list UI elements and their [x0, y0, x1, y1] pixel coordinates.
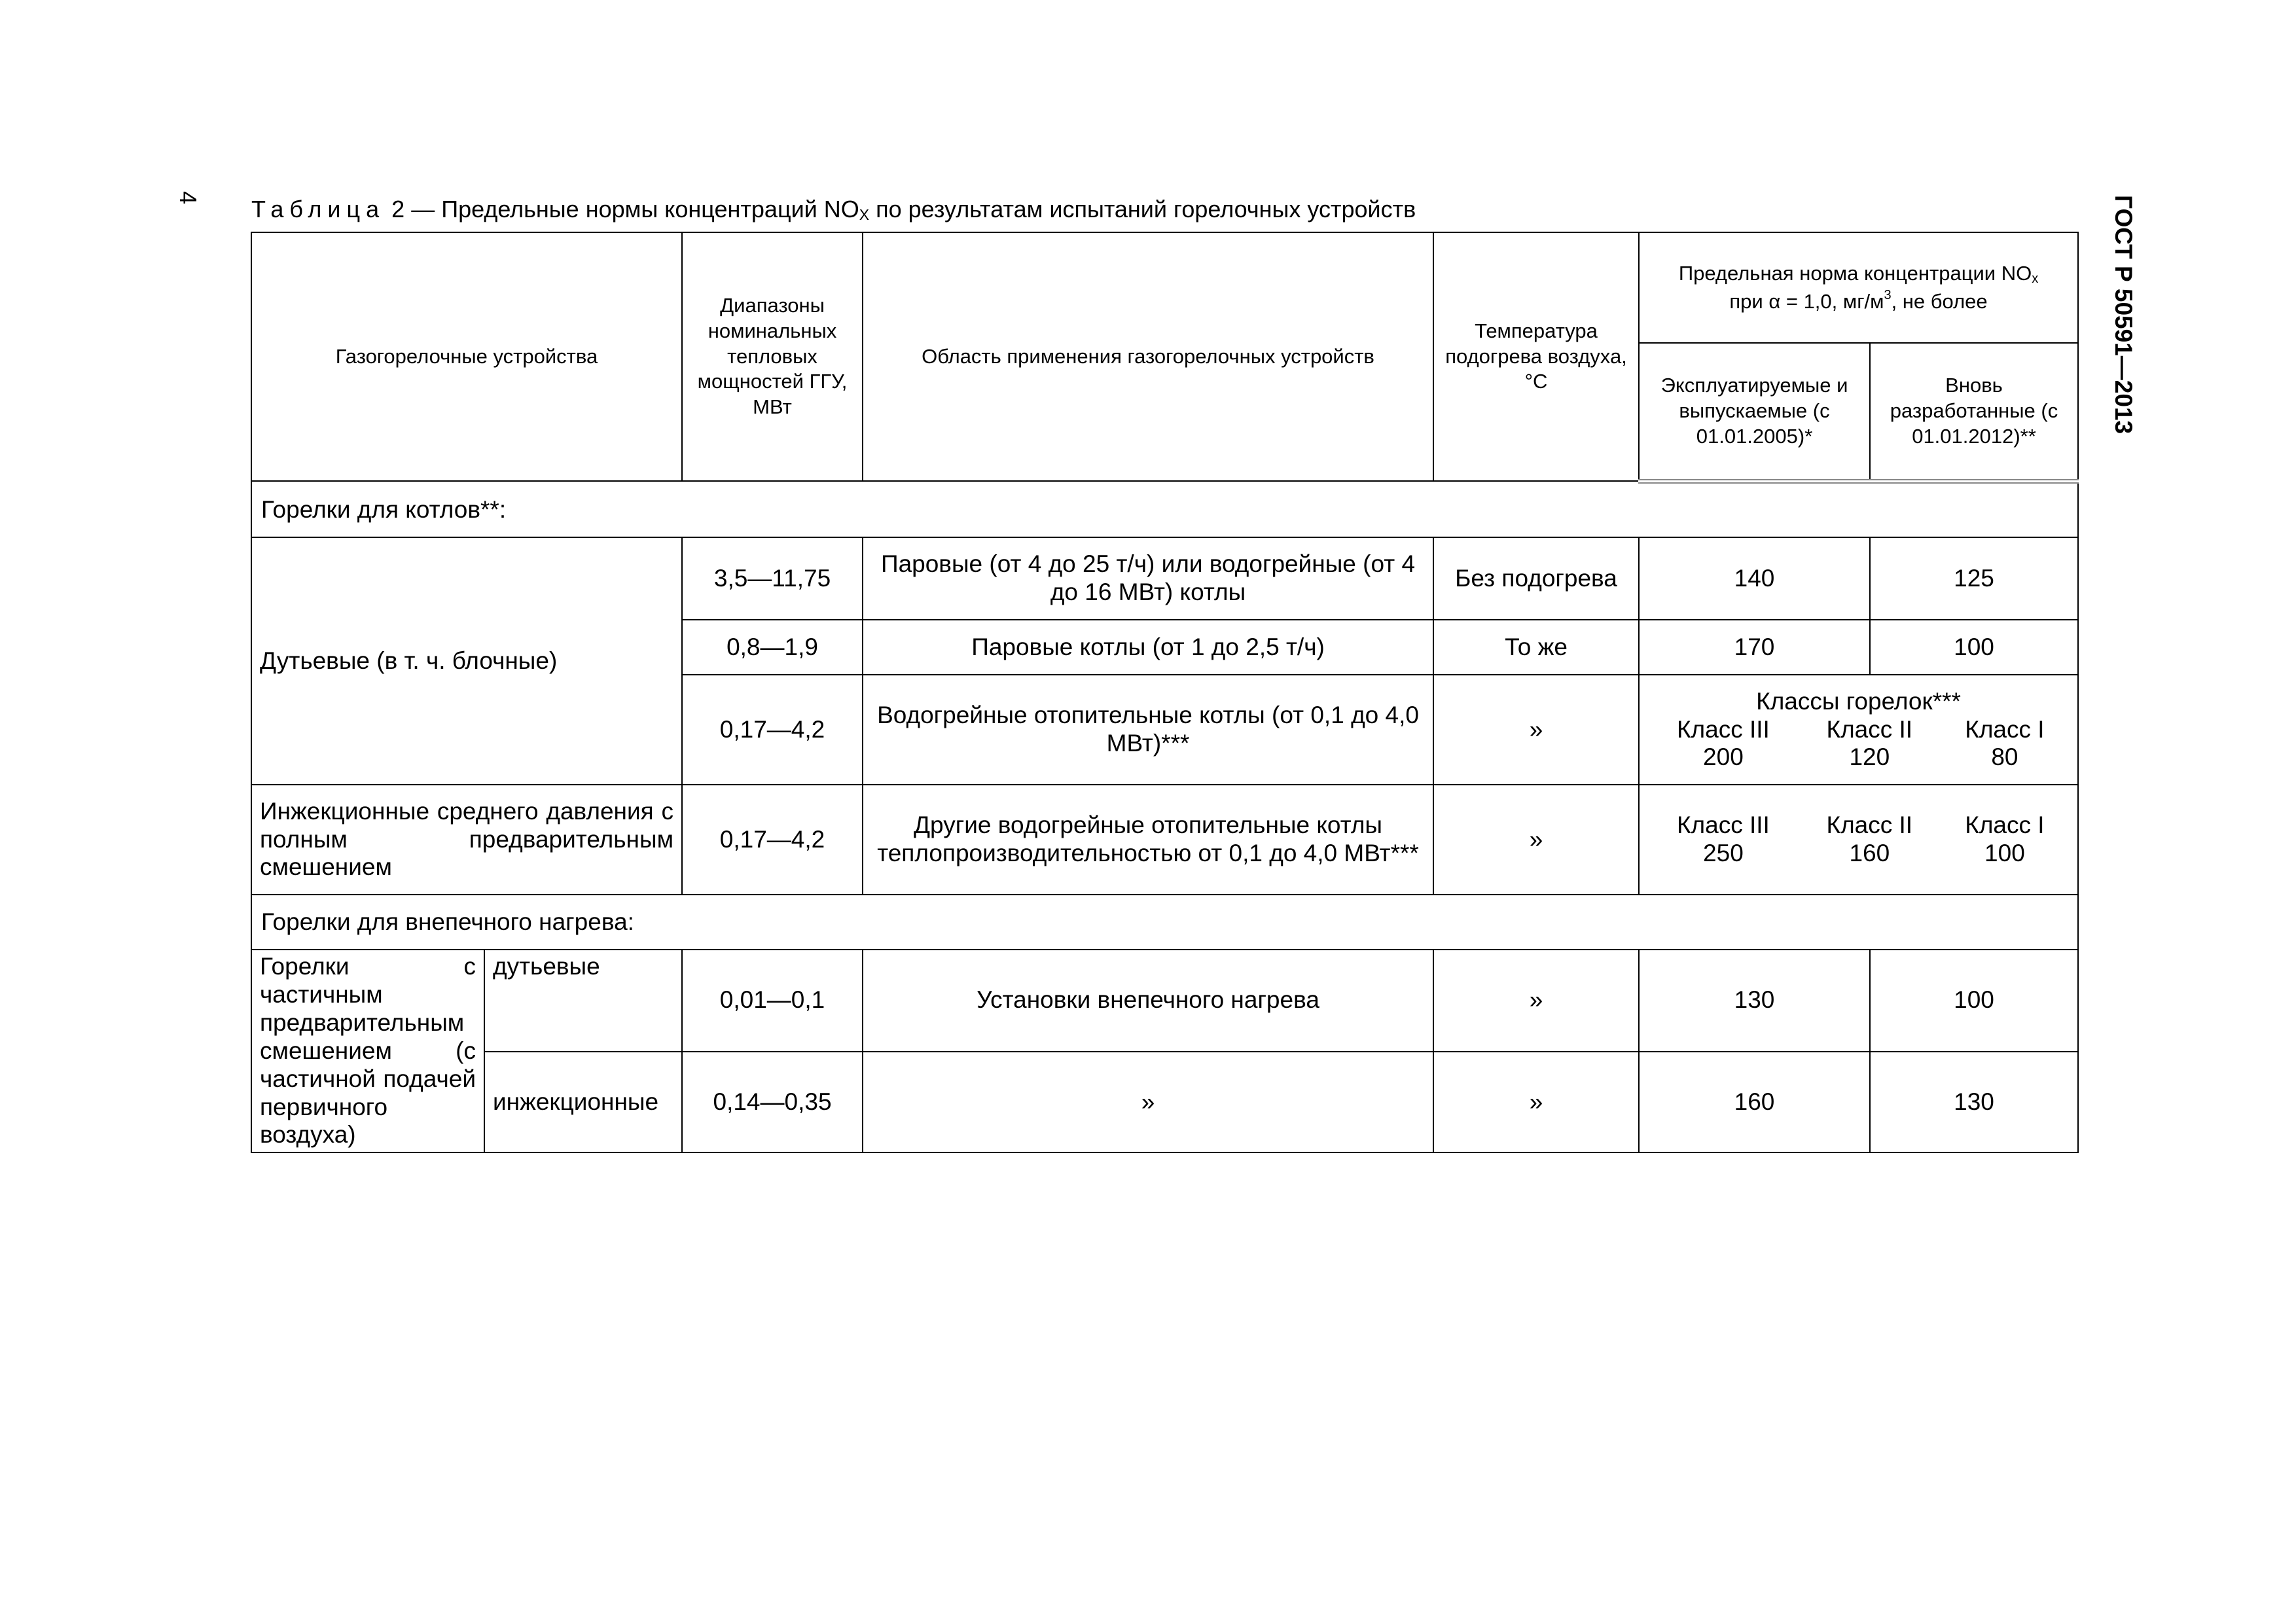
cell-new: 125	[1870, 537, 2078, 620]
header-devices: Газогорелочные устройства	[251, 232, 682, 481]
header-limit-line2-end: , не более	[1891, 289, 1988, 313]
cell-subtype: инжекционные	[484, 1052, 682, 1153]
header-power: Диапазоны номинальных тепловых мощностей ГГУ, МВт	[682, 232, 863, 481]
header-area: Область применения газогорелочных устройств	[863, 232, 1433, 481]
header-limit-line1: Предельная норма концентрации NO	[1678, 261, 2032, 285]
cell-power: 0,14—0,35	[682, 1052, 863, 1153]
caption-text-after: по результатам испытаний горелочных устройств	[869, 196, 1416, 223]
cell-existing: 130	[1639, 950, 1870, 1052]
cell-power: 0,8—1,9	[682, 620, 863, 675]
device-blast: Дутьевые (в т. ч. блочные)	[251, 537, 682, 785]
device-injection: Инжекционные среднего давления с полным предварительным смешением	[251, 785, 682, 895]
header-limit-sup: 3	[1884, 287, 1892, 302]
cell-power: 0,17—4,2	[682, 675, 863, 785]
cell-temp: То же	[1433, 620, 1639, 675]
caption-text: 2 — Предельные нормы концентраций NO	[391, 196, 859, 223]
header-temperature: Температура подогрева воздуха, °C	[1433, 232, 1639, 481]
cell-temp: »	[1433, 785, 1639, 895]
class-name: Класс II	[1826, 715, 1913, 743]
cell-power: 0,17—4,2	[682, 785, 863, 895]
caption-sub: X	[859, 206, 870, 223]
section-row	[251, 481, 2078, 537]
class-value: 200	[1703, 743, 1744, 771]
cell-classes	[1639, 675, 2078, 785]
cell-existing: 160	[1639, 1052, 1870, 1153]
section-row	[251, 895, 2078, 950]
cell-new: 130	[1870, 1052, 2078, 1153]
header-existing: Эксплуатируемые и выпускаемые (с 01.01.2005)*	[1639, 343, 1870, 481]
device-partial: Горелки с частичным предварительным смешением (с частичной подачей первичного воздуха)	[251, 950, 484, 1152]
cell-area: »	[863, 1052, 1433, 1153]
cell-subtype: дутьевые	[484, 950, 682, 1052]
caption-label: Таблица	[251, 196, 386, 223]
header-limit	[1639, 232, 2078, 343]
header-limit-sub: x	[2032, 271, 2039, 286]
class-name: Класс I	[1965, 715, 2045, 743]
cell-temp: »	[1433, 1052, 1639, 1153]
cell-power: 3,5—11,75	[682, 537, 863, 620]
table-row	[251, 950, 2078, 1052]
header-new: Вновь разработанные (с 01.01.2012)**	[1870, 343, 2078, 481]
table-caption	[251, 196, 1416, 224]
classes-grid	[1647, 812, 2070, 868]
class-name: Класс III	[1676, 715, 1770, 743]
class-name: Класс II	[1826, 812, 1913, 839]
cell-area: Водогрейные отопительные котлы (от 0,1 до 4,0 МВт)***	[863, 675, 1433, 785]
cell-area: Паровые котлы (от 1 до 2,5 т/ч)	[863, 620, 1433, 675]
class-name: Класс I	[1965, 812, 2045, 839]
table-row	[251, 537, 2078, 620]
class-value: 100	[1984, 840, 2025, 866]
cell-area: Паровые (от 4 до 25 т/ч) или водогрейные (от 4 до 16 МВт) котлы	[863, 537, 1433, 620]
cell-area: Другие водогрейные отопительные котлы теплопроизводительностью от 0,1 до 4,0 МВт***	[863, 785, 1433, 895]
cell-power: 0,01—0,1	[682, 950, 863, 1052]
table-row	[251, 1052, 2078, 1153]
cell-temp: »	[1433, 675, 1639, 785]
cell-area: Установки внепечного нагрева	[863, 950, 1433, 1052]
page-number: 4	[175, 191, 202, 205]
norms-table	[251, 232, 2079, 1153]
class-value: 120	[1849, 743, 1890, 771]
classes-grid	[1647, 716, 2070, 772]
classes-title: Классы горелок***	[1756, 687, 1961, 715]
section-boilers: Горелки для котлов**:	[251, 481, 2078, 537]
cell-new: 100	[1870, 950, 2078, 1052]
cell-temp: »	[1433, 950, 1639, 1052]
cell-existing: 170	[1639, 620, 1870, 675]
header-limit-line2: при α = 1,0, мг/м	[1729, 289, 1884, 313]
class-value: 80	[1991, 743, 2018, 771]
cell-temp: Без подогрева	[1433, 537, 1639, 620]
cell-classes	[1639, 785, 2078, 895]
class-value: 250	[1703, 840, 1744, 866]
class-name: Класс III	[1676, 812, 1770, 839]
standard-code: ГОСТ Р 50591—2013	[2110, 195, 2137, 435]
cell-existing: 140	[1639, 537, 1870, 620]
cell-new: 100	[1870, 620, 2078, 675]
header-row	[251, 232, 2078, 343]
section-outfurnace: Горелки для внепечного нагрева:	[251, 895, 2078, 950]
class-value: 160	[1849, 840, 1890, 866]
table-row	[251, 785, 2078, 895]
